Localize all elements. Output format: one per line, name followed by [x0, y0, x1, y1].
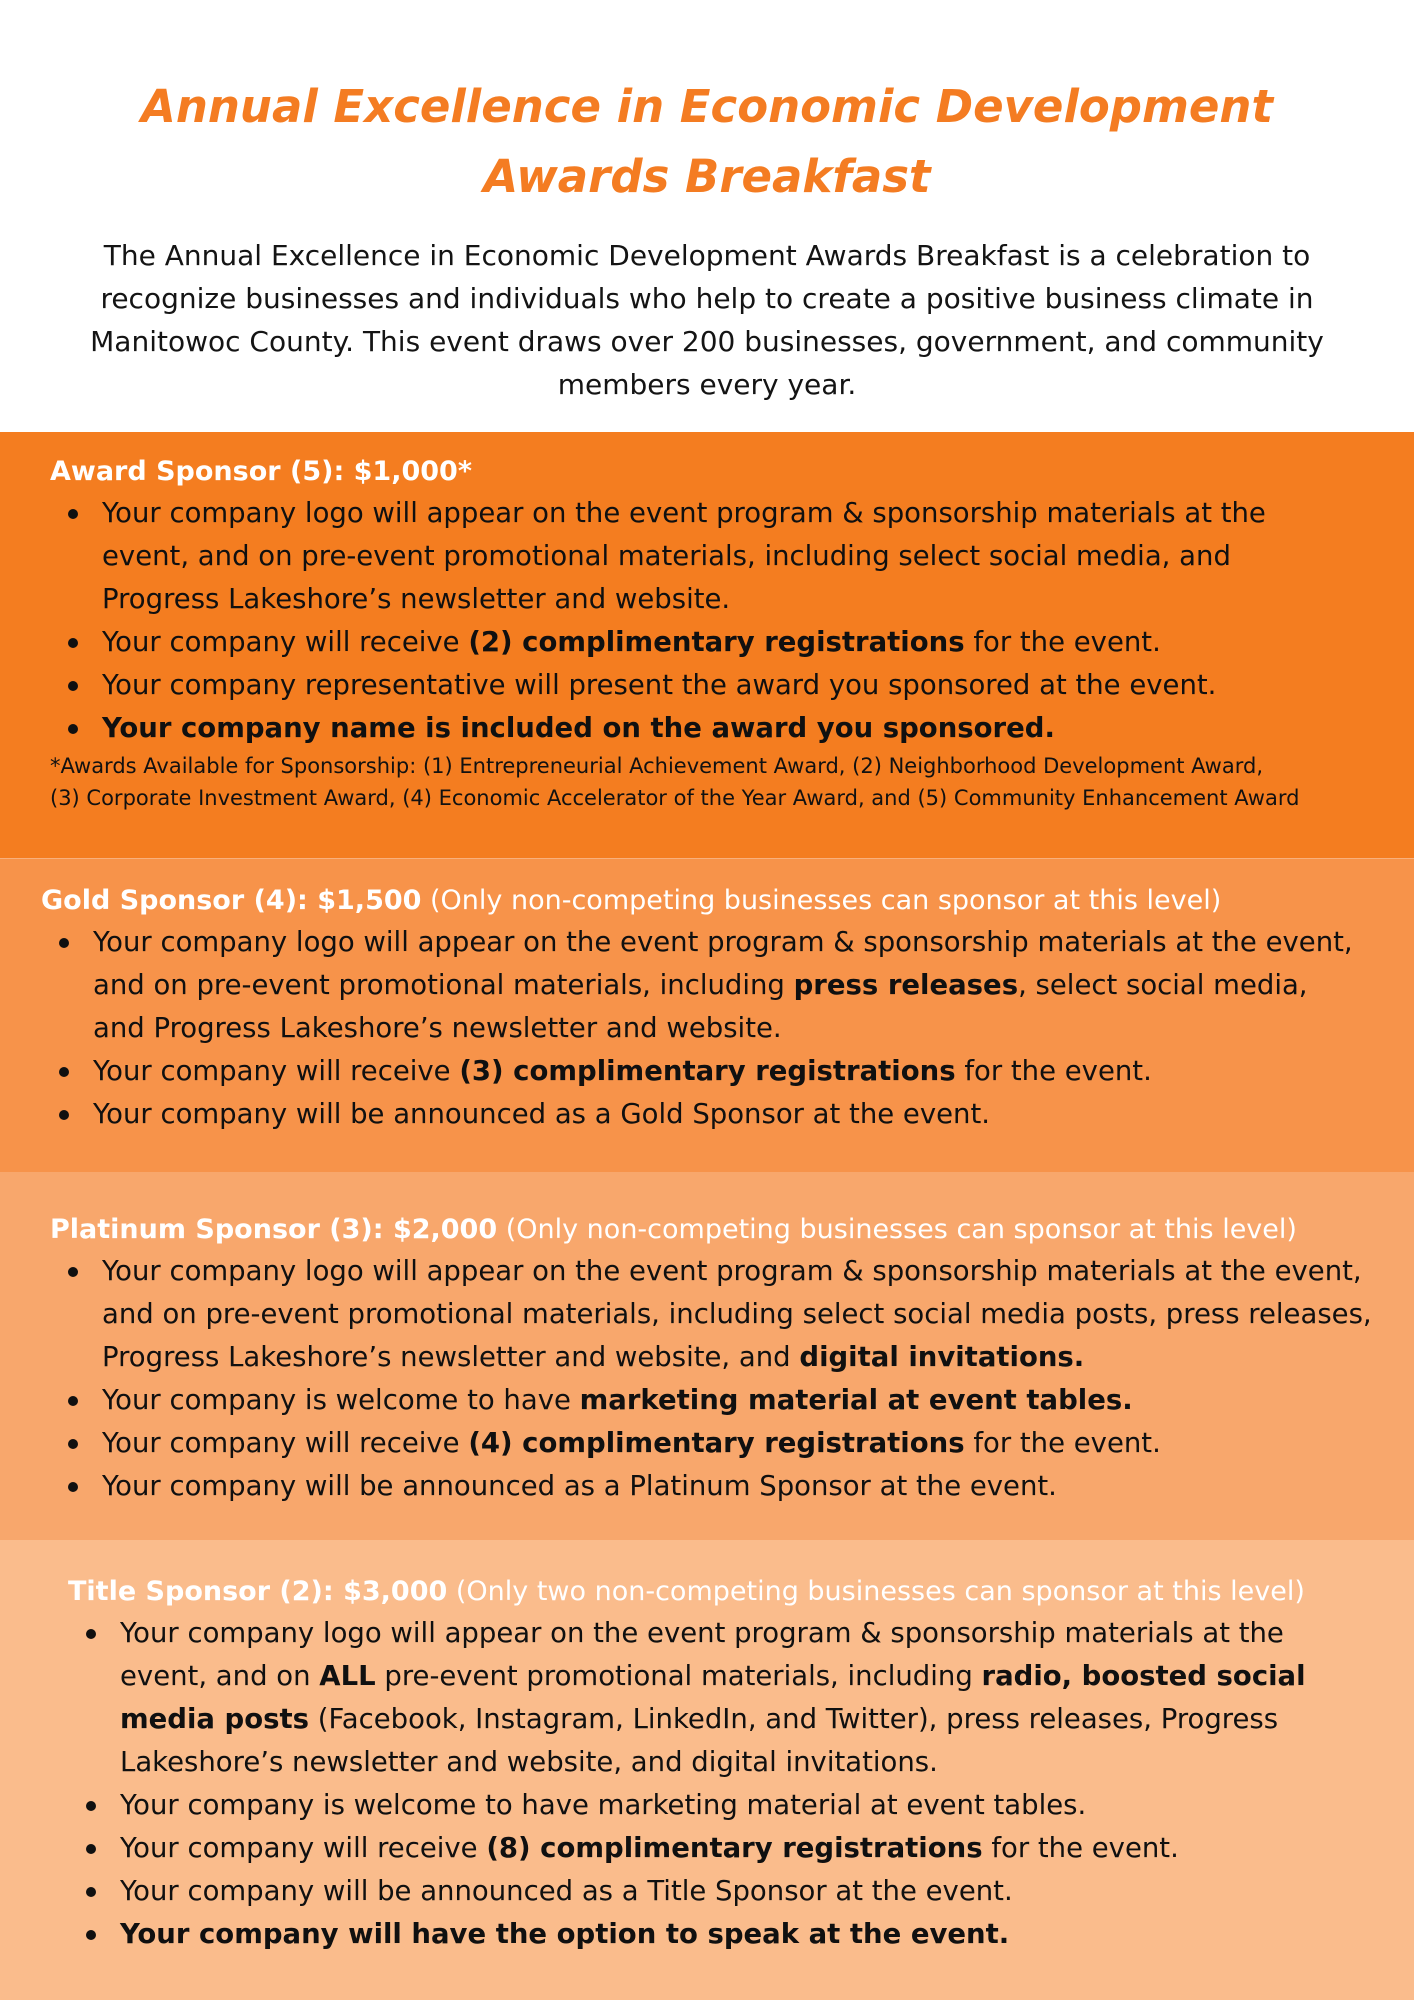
platinum-sponsor-benefits	[102, 1250, 1384, 1508]
award-sponsor-section	[0, 432, 1414, 858]
benefit-bold: press releases	[793, 969, 1019, 1001]
title-sponsor-title: Title Sponsor (2): $3,000	[68, 1576, 448, 1607]
benefit-bold: (8) complimentary registrations	[486, 1832, 983, 1864]
gold-sponsor-benefits	[93, 921, 1354, 1136]
platinum-sponsor-section	[0, 1172, 1414, 1540]
benefit-text: for the event.	[982, 1832, 1179, 1864]
list-item	[102, 707, 1354, 750]
bullet-icon	[59, 938, 69, 948]
benefit-text: Your company will receive	[120, 1832, 487, 1864]
list-item	[102, 664, 1354, 707]
benefit-text: Your company logo will appear on the event program & sponsorship materials at the event, and on pre-event promotional materials, including select social media, and Progress Lakeshore’s newsletter and website.	[102, 497, 1266, 615]
benefit-text: Your company representative will present the award you sponsored at the event.	[102, 669, 1217, 701]
list-item	[102, 1465, 1384, 1508]
gold-sponsor-note: (Only non-competing businesses can sponsor at this level)	[421, 885, 1222, 916]
bullet-icon	[68, 724, 78, 734]
footnote-line-2: (3) Corporate Investment Award, (4) Economic Accelerator of the Year Award, and (5) Community Enhancement Award	[50, 786, 1300, 810]
bullet-icon	[86, 1801, 96, 1811]
title-line-1: Annual Excellence in Economic Development	[141, 80, 1273, 133]
gold-sponsor-heading	[41, 881, 1414, 921]
benefit-bold: Your company will have the option to speak at the event.	[120, 1918, 1010, 1950]
page-title	[0, 72, 1414, 212]
list-item	[120, 1612, 1344, 1784]
benefit-text: for the event.	[955, 1055, 1152, 1087]
benefit-text: Your company will be announced as a Platinum Sponsor at the event.	[102, 1470, 1057, 1502]
benefit-bold: ALL	[319, 1660, 376, 1692]
benefit-bold: marketing material at event tables.	[579, 1384, 1133, 1416]
title-line-2: Awards Breakfast	[483, 150, 931, 203]
benefit-text: Your company will be announced as a Gold Sponsor at the event.	[93, 1098, 990, 1130]
bullet-icon	[59, 1067, 69, 1077]
bullet-icon	[68, 1267, 78, 1277]
platinum-sponsor-note: (Only non-competing businesses can sponsor at this level)	[497, 1214, 1297, 1245]
bullet-icon	[68, 1482, 78, 1492]
benefit-text: Your company will receive	[102, 1427, 469, 1459]
awards-footnote	[50, 750, 1414, 814]
gold-sponsor-title: Gold Sponsor (4): $1,500	[41, 885, 422, 916]
title-sponsor-benefits	[120, 1612, 1344, 1956]
gold-sponsor-section	[0, 858, 1414, 1172]
list-item	[120, 1913, 1344, 1956]
footnote-line-1: *Awards Available for Sponsorship: (1) Entrepreneurial Achievement Award, (2) Neighborhood Development Award,	[50, 754, 1263, 778]
platinum-sponsor-title: Platinum Sponsor (3): $2,000	[50, 1214, 498, 1245]
bullet-icon	[68, 638, 78, 648]
page-header	[0, 0, 1414, 432]
bullet-icon	[68, 509, 78, 519]
benefit-bold: (4) complimentary registrations	[468, 1427, 965, 1459]
benefit-text: pre-event promotional materials, including	[375, 1660, 982, 1692]
bullet-icon	[68, 1439, 78, 1449]
benefit-text: Your company logo will appear on the event program & sponsorship materials at the event, and on pre-event promotional materials, including	[93, 926, 1353, 1001]
title-sponsor-section	[0, 1540, 1414, 2000]
list-item	[93, 1050, 1354, 1093]
bullet-icon	[86, 1930, 96, 1940]
list-item	[93, 1093, 1354, 1136]
award-sponsor-heading	[50, 452, 1414, 492]
benefit-text: Your company is welcome to have marketing material at event tables.	[120, 1789, 1087, 1821]
bullet-icon	[86, 1887, 96, 1897]
title-sponsor-heading	[68, 1572, 1414, 1612]
bullet-icon	[86, 1844, 96, 1854]
list-item	[93, 921, 1354, 1050]
benefit-text: Your company will receive	[93, 1055, 460, 1087]
benefit-text: Your company will be announced as a Title Sponsor at the event.	[120, 1875, 1013, 1907]
bullet-icon	[68, 681, 78, 691]
platinum-sponsor-heading	[50, 1210, 1414, 1250]
list-item	[120, 1870, 1344, 1913]
benefit-text: (Facebook, Instagram, LinkedIn, and Twitter), press releases, Progress Lakeshore’s newsletter and website, and digital invitations.	[120, 1703, 1279, 1778]
list-item	[102, 492, 1354, 621]
list-item	[102, 1422, 1384, 1465]
benefit-bold: digital invitations.	[799, 1341, 1085, 1373]
benefit-bold: radio, boosted social media posts	[120, 1660, 1306, 1735]
award-sponsor-title: Award Sponsor (5): $1,000*	[50, 456, 472, 487]
bullet-icon	[68, 1396, 78, 1406]
benefit-text: Your company will receive	[102, 626, 469, 658]
list-item	[120, 1784, 1344, 1827]
list-item	[102, 1250, 1384, 1379]
list-item	[102, 621, 1354, 664]
benefit-text: Your company logo will appear on the event program & sponsorship materials at the event, and on pre-event promotional materials, including select social media posts, press releases, Progress Lakeshore’s newsletter and website, and	[102, 1255, 1372, 1373]
benefit-text: Your company logo will appear on the event program & sponsorship materials at the event, and on	[120, 1617, 1284, 1692]
benefit-text: for the event.	[964, 1427, 1161, 1459]
list-item	[120, 1827, 1344, 1870]
benefit-text: for the event.	[964, 626, 1161, 658]
benefit-bold: (3) complimentary registrations	[459, 1055, 956, 1087]
title-sponsor-note: (Only two non-competing businesses can sponsor at this level)	[447, 1576, 1305, 1607]
award-sponsor-benefits	[102, 492, 1354, 750]
intro-paragraph: The Annual Excellence in Economic Development Awards Breakfast is a celebration to recognize businesses and individuals who help to create a positive business climate in Manitowoc County. This event draws over 200 businesses, government, and community members every year.	[90, 239, 1324, 401]
benefit-text: Your company is welcome to have	[102, 1384, 580, 1416]
benefit-text: , select social media, and Progress Lakeshore’s newsletter and website.	[93, 969, 1308, 1044]
benefit-bold: Your company name is included on the award you sponsored.	[102, 712, 1055, 744]
bullet-icon	[86, 1629, 96, 1639]
benefit-bold: (2) complimentary registrations	[468, 626, 965, 658]
list-item	[102, 1379, 1384, 1422]
bullet-icon	[59, 1110, 69, 1120]
